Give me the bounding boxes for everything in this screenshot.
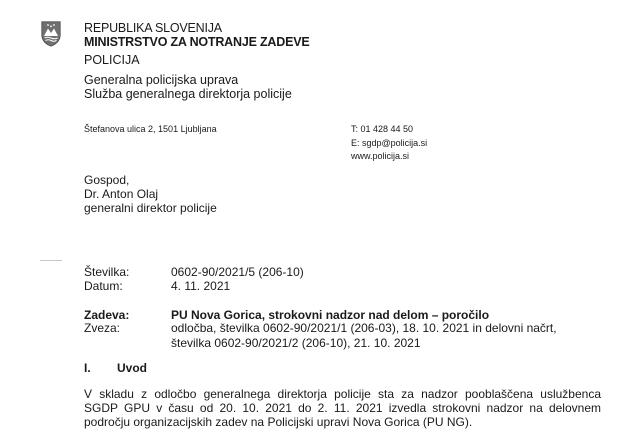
reference-label: Zveza:	[84, 321, 121, 335]
slovenia-coat-of-arms-icon	[40, 21, 62, 47]
section-title: Uvod	[117, 361, 147, 375]
email: E: sgdp@policija.si	[351, 138, 428, 148]
subject-label: Zadeva:	[84, 308, 130, 322]
date-label: Datum:	[84, 279, 123, 293]
ministry-name: MINISTRSTVO ZA NOTRANJE ZADEVE	[84, 35, 310, 49]
body-line-3: področju organizacijskih zadev na Policijski upravi Nova Gorica (PU NG).	[84, 415, 473, 429]
section-number: I.	[84, 361, 91, 375]
body-line-2: SGDP GPU v času od 20. 10. 2021 do 2. 11. 2021 izvedla strokovni nadzor na delovnem	[84, 401, 601, 415]
phone: T: 01 428 44 50	[351, 124, 414, 134]
reference-number: 0602-90/2021/5 (206-10)	[171, 265, 304, 279]
department-name: Generalna policijska uprava	[84, 73, 239, 87]
police-label: POLICIJA	[84, 53, 140, 67]
address: Štefanova ulica 2, 1501 Ljubljana	[84, 124, 217, 134]
service-name: Služba generalnega direktorja policije	[84, 87, 292, 101]
reference-number-label: Številka:	[84, 265, 130, 279]
date-value: 4. 11. 2021	[171, 279, 231, 293]
body-line-1: V skladu z odločbo generalnega direktorja policije sta za nadzor pooblaščena uslužbenca	[84, 387, 601, 401]
fold-mark	[40, 260, 62, 261]
reference-line-1: odločba, številka 0602-90/2021/1 (206-03), 18. 10. 2021 in delovni načrt,	[171, 321, 557, 335]
website: www.policija.si	[351, 151, 410, 161]
country-name: REPUBLIKA SLOVENIJA	[84, 21, 222, 35]
recipient-salutation: Gospod,	[84, 173, 130, 187]
reference-line-2: številka 0602-90/2021/2 (206-10), 21. 10. 2021	[171, 336, 421, 350]
subject-value: PU Nova Gorica, strokovni nadzor nad delom – poročilo	[171, 308, 490, 322]
recipient-name: Dr. Anton Olaj	[84, 187, 159, 201]
recipient-title: generalni direktor policije	[84, 201, 217, 215]
